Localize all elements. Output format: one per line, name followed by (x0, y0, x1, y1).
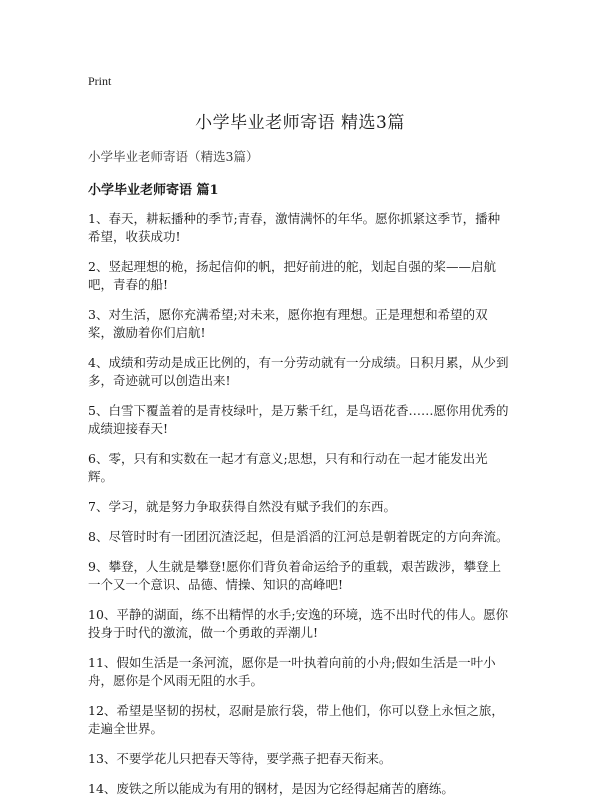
list-item: 4、成绩和劳动是成正比例的，有一分劳动就有一分成绩。日积月累，从少到多，奇迹就可以创造出来! (88, 355, 509, 388)
item-list (88, 210, 512, 798)
list-item: 3、对生活，愿你充满希望;对未来，愿你抱有理想。正是理想和希望的双桨，激励着你们启航! (88, 307, 488, 340)
list-item: 14、废铁之所以能成为有用的钢材，是因为它经得起痛苦的磨练。 (88, 781, 454, 796)
document-subtitle: 小学毕业老师寄语（精选3篇） (88, 149, 259, 164)
list-item: 12、希望是坚韧的拐杖，忍耐是旅行袋，带上他们，你可以登上永恒之旅，走遍全世界。 (88, 703, 504, 736)
list-item: 8、尽管时时有一团团沉渣泛起，但是滔滔的江河总是朝着既定的方向奔流。 (88, 529, 509, 544)
page-title: 小学毕业老师寄语 精选3篇 (195, 113, 405, 133)
list-item: 9、攀登，人生就是攀登!愿你们背负着命运给予的重载，艰苦跋涉，攀登上一个又一个意识、品德、情操、知识的高峰吧! (88, 559, 501, 592)
list-item: 2、竖起理想的桅，扬起信仰的帆，把好前进的舵，划起自强的桨——启航吧，青春的船! (88, 259, 496, 292)
list-item: 1、春天，耕耘播种的季节;青春，激情满怀的年华。愿你抓紧这季节，播种希望，收获成功! (88, 211, 501, 244)
list-item: 10、平静的湖面，练不出精悍的水手;安逸的环境，选不出时代的伟人。愿你投身于时代的激流，做一个勇敢的弄潮儿! (88, 607, 509, 640)
list-item: 7、学习，就是努力争取获得自然没有赋予我们的东西。 (88, 499, 396, 514)
list-item: 11、假如生活是一条河流，愿你是一叶执着向前的小舟;假如生活是一叶小舟，愿你是个风雨无阻的水手。 (88, 655, 496, 688)
list-item: 5、白雪下覆盖着的是青枝绿叶，是万紫千红，是鸟语花香……愿你用优秀的成绩迎接春天! (88, 403, 509, 436)
list-item: 13、不要学花儿只把春天等待，要学燕子把春天衔来。 (88, 751, 392, 766)
section-heading: 小学毕业老师寄语 篇1 (88, 183, 219, 198)
print-link[interactable]: Print (88, 74, 112, 88)
list-item: 6、零，只有和实数在一起才有意义;思想，只有和行动在一起才能发出光辉。 (88, 451, 488, 484)
